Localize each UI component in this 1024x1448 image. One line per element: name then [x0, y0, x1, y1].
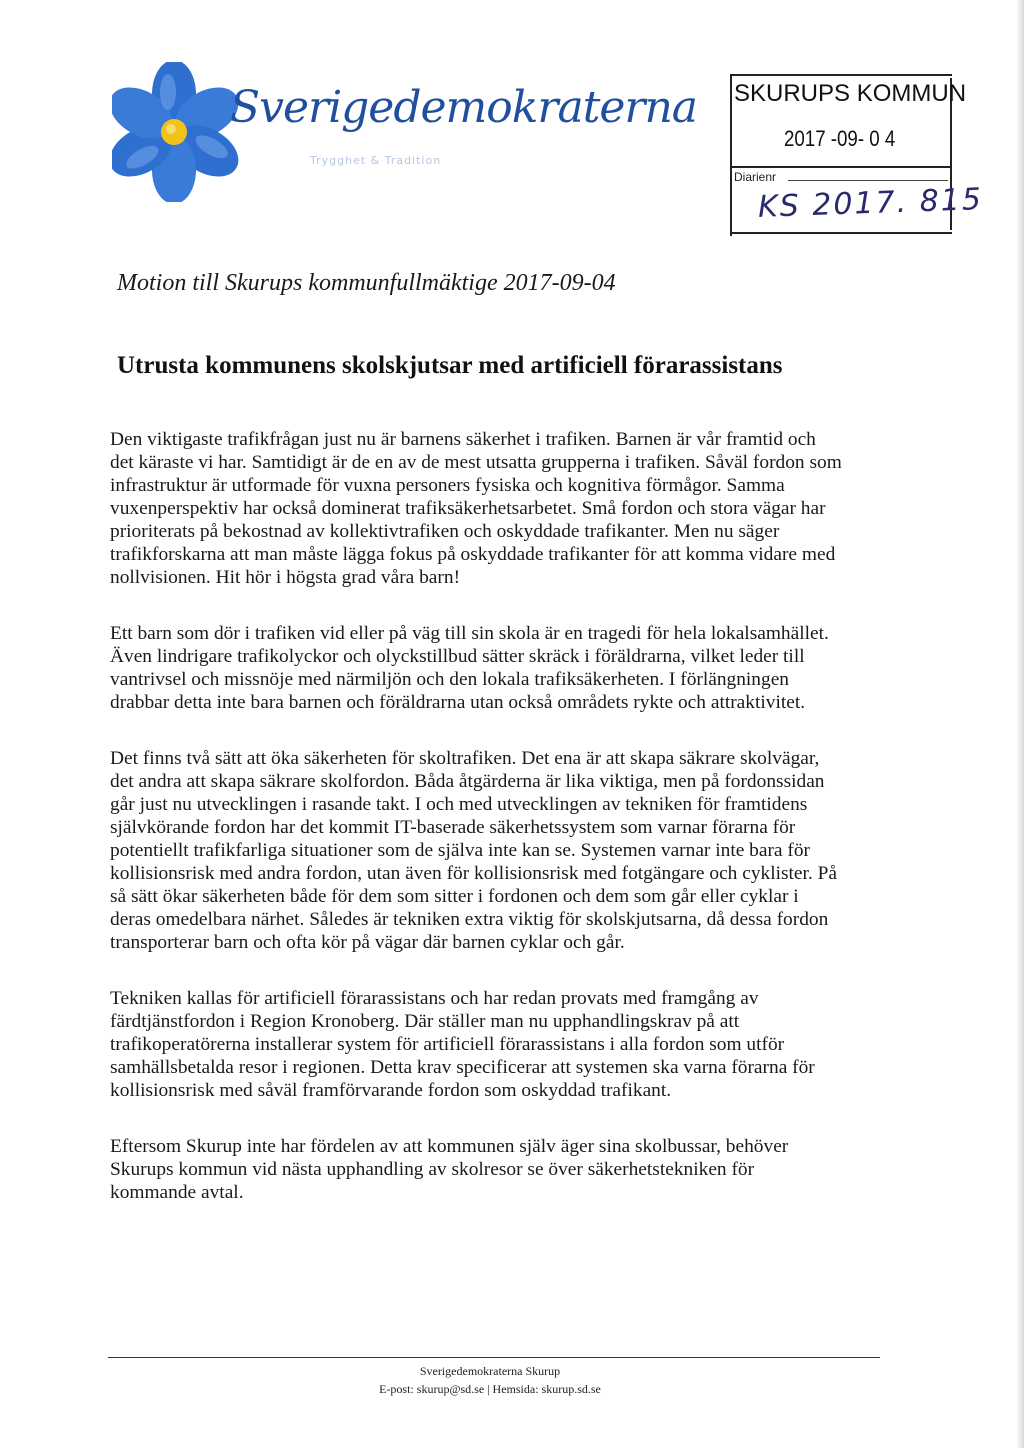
text-line: vantrivsel och missnöje med närmiljön och den lokala trafiksäkerheten. I förlängningen	[110, 669, 790, 690]
stamp-border-bottom	[730, 232, 952, 234]
stamp-diarie-label: Diarienr	[734, 170, 777, 184]
text-line: Det finns två sätt att öka säkerheten för skoltrafiken. Det ena är att skapa säkrare skolvägar,	[110, 748, 820, 769]
paragraph	[110, 747, 900, 954]
text-line: transporterar barn och ofta kör på vägar där barnen cyklar och går.	[110, 932, 625, 953]
text-line: nollvisionen. Hit hör i högsta grad våra barn!	[110, 567, 461, 588]
stamp-border-left	[730, 74, 732, 236]
text-line: samhällsbetalda resor i regionen. Detta krav specificerar att systemen ska varna förarna för	[110, 1057, 815, 1078]
footer-contact: E-post: skurup@sd.se | Hemsida: skurup.sd.se	[379, 1382, 601, 1396]
page-footer	[0, 1362, 980, 1398]
text-line: det käraste vi har. Samtidigt är de en av de mest utsatta grupperna i trafiken. Såväl fordon som	[110, 452, 842, 473]
text-line: kommande avtal.	[110, 1182, 244, 1203]
stamp-date: 2017 -09- 0 4	[784, 126, 896, 151]
footer-divider	[108, 1357, 880, 1358]
text-line: Skurups kommun vid nästa upphandling av skolresor se över säkerhetstekniken för	[110, 1159, 755, 1180]
text-line: trafikoperatörerna installerar system för artificiell förarassistans i alla fordon som utför	[110, 1034, 785, 1055]
stamp-organization: SKURUPS KOMMUN	[734, 80, 967, 107]
text-line: infrastruktur är utformade för vuxna personers fysiska och kognitiva förmågor. Samma	[110, 475, 785, 496]
paragraph	[110, 622, 900, 714]
text-line: färdtjänstfordon i Region Kronoberg. Där ställer man nu upphandlingskrav på att	[110, 1011, 740, 1032]
logo-tagline: Trygghet & Tradition	[310, 154, 442, 167]
motion-title: Motion till Skurups kommunfullmäktige 2017-09-04	[117, 270, 616, 296]
text-line: drabbar detta inte bara barnen och föräldrarna utan också områdets rykte och attraktivitet.	[110, 692, 806, 713]
stamp-border-top	[730, 74, 952, 76]
stamp-diarie-underline	[788, 180, 948, 181]
text-line: går just nu utvecklingen i rasande takt. I och med utvecklingen av tekniken för framtidens	[110, 794, 808, 815]
paragraph	[110, 1135, 900, 1204]
stamp-divider	[730, 166, 952, 168]
paragraph	[110, 428, 900, 589]
text-line: Även lindrigare trafikolyckor och olyckstillbud sätter skräck i föräldrarna, vilket leder till	[110, 646, 805, 667]
document-heading: Utrusta kommunens skolskjutsar med artificiell förarassistans	[117, 352, 783, 379]
text-line: så sätt ökar säkerheten både för dem som sitter i fordonen och dem som går eller cyklar i	[110, 886, 799, 907]
text-line: deras omedelbara närhet. Således är tekniken extra viktig för skolskjutsarna, då dessa fordon	[110, 909, 829, 930]
party-logo	[112, 62, 698, 202]
text-line: prioriterats på bekostnad av kollektivtrafiken och oskyddade trafikanter. Men nu säger	[110, 521, 780, 542]
text-line: trafikforskarna att man måste lägga fokus på oskyddade trafikanter för att komma vidare med	[110, 544, 836, 565]
page-edge-shadow	[1016, 0, 1024, 1448]
footer-organization: Sverigedemokraterna Skurup	[419, 1364, 561, 1378]
text-line: vuxenperspektiv har också dominerat trafiksäkerhetsarbetet. Små fordon och stora vägar har	[110, 498, 826, 519]
paragraph	[110, 987, 900, 1102]
registration-stamp	[718, 74, 984, 234]
text-line: Tekniken kallas för artificiell förarassistans och har redan provats med framgång av	[110, 988, 759, 1009]
text-line: Eftersom Skurup inte har fördelen av att kommunen själv äger sina skolbussar, behöver	[110, 1136, 789, 1157]
text-line: det andra att skapa säkrare skolfordon. Båda åtgärderna är lika viktiga, men på fordonssidan	[110, 771, 825, 792]
text-line: självkörande fordon har det kommit IT-baserade säkerhetssystem som varnar förarna för	[110, 817, 796, 838]
text-line: kollisionsrisk med andra fordon, utan även för kollisionsrisk med fotgängare och cyklister. På	[110, 863, 837, 884]
document-body	[110, 428, 900, 1237]
logo-wordmark: Sverigedemokraterna	[230, 82, 698, 133]
text-line: kollisionsrisk med såväl framförvarande fordon som oskyddad trafikant.	[110, 1080, 672, 1101]
stamp-diarienr-handwritten: KS 2017. 815	[757, 182, 984, 225]
text-line: Ett barn som dör i trafiken vid eller på väg till sin skola är en tragedi för hela lokalsamhället.	[110, 623, 829, 644]
text-line: Den viktigaste trafikfrågan just nu är barnens säkerhet i trafiken. Barnen är vår framtid och	[110, 429, 816, 450]
text-line: potentiellt trafikfarliga situationer som de själva inte kan se. Systemen varnar inte bara för	[110, 840, 810, 861]
